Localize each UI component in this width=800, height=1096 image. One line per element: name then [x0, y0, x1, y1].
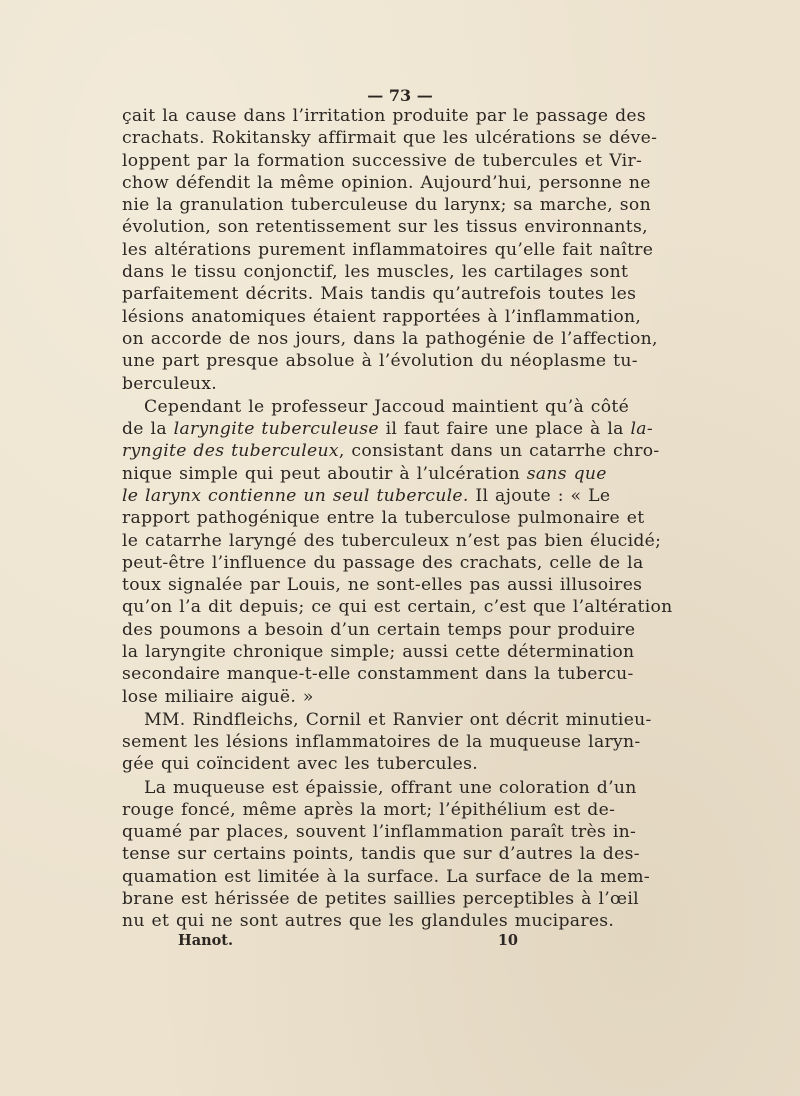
text-line: chow défendit la même opinion. Aujourd’hui, personne ne: [122, 172, 651, 193]
text-line: évolution, son retentissement sur les tissus environnants,: [122, 217, 648, 238]
text-line: rouge foncé, même après la mort; l’épithélium est de-: [122, 799, 616, 820]
text-line: berculeux.: [122, 373, 217, 394]
signature-mark: 10: [497, 932, 518, 949]
text-line: une part presque absolue à l’évolution du néoplasme tu-: [122, 351, 638, 372]
text-line: nie la granulation tuberculeuse du larynx; sa marche, son: [122, 195, 651, 216]
text-line: brane est hérissée de petites saillies perceptibles à l’œil: [122, 889, 639, 910]
text-line: quamé par places, souvent l’inflammation paraît très in-: [122, 822, 637, 843]
text-line: parfaitement décrits. Mais tandis qu’autrefois toutes les: [122, 284, 637, 305]
text-line: rapport pathogénique entre la tuberculose pulmonaire et: [122, 508, 645, 529]
text-line: secondaire manque-t-elle constamment dans la tubercu-: [122, 664, 634, 685]
text-line: La muqueuse est épaissie, offrant une coloration d’un: [144, 777, 637, 798]
text-line: quamation est limitée à la surface. La surface de la mem-: [122, 866, 650, 887]
text-line: gée qui coïncident avec les tubercules.: [122, 754, 479, 775]
text-line: le catarrhe laryngé des tuberculeux n’est pas bien élucidé;: [122, 530, 662, 551]
text-line: de la laryngite tuberculeuse il faut faire une place à la la-: [122, 419, 653, 440]
text-line: on accorde de nos jours, dans la pathogénie de l’affection,: [122, 328, 658, 349]
text-line: peut-être l’influence du passage des crachats, celle de la: [122, 552, 644, 573]
text-line: la laryngite chronique simple; aussi cette détermination: [122, 642, 635, 663]
text-line: loppent par la formation successive de tubercules et Vir-: [122, 150, 643, 171]
text-line: lésions anatomiques étaient rapportées à l’inflammation,: [122, 306, 642, 327]
page-number: — 73 —: [367, 86, 433, 105]
author-name: Hanot.: [178, 932, 234, 949]
text-line: nu et qui ne sont autres que les glandules mucipares.: [122, 911, 615, 932]
text-line: le larynx contienne un seul tubercule. Il ajoute : « Le: [122, 485, 611, 506]
text-line: Cependant le professeur Jaccoud maintient qu’à côté: [144, 396, 630, 417]
text-line: qu’on l’a dit depuis; ce qui est certain, c’est que l’altération: [122, 597, 673, 618]
text-line: des poumons a besoin d’un certain temps pour produire: [122, 619, 636, 640]
text-line: çait la cause dans l’irritation produite par le passage des: [122, 106, 646, 126]
text-line: sement les lésions inflammatoires de la muqueuse laryn-: [122, 732, 641, 753]
text-line: tense sur certains points, tandis que sur d’autres la des-: [122, 844, 640, 865]
text-line: crachats. Rokitansky affirmait que les ulcérations se déve-: [122, 128, 658, 149]
text-line: dans le tissu conjonctif, les muscles, les cartilages sont: [122, 262, 629, 283]
body-text: [122, 105, 673, 933]
text-line: lose miliaire aiguë. »: [122, 686, 314, 707]
text-line: ryngite des tuberculeux, consistant dans un catarrhe chro-: [122, 441, 660, 462]
text-line: nique simple qui peut aboutir à l’ulcération sans que: [122, 463, 607, 484]
text-line: toux signalée par Louis, ne sont-elles pas aussi illusoires: [122, 575, 643, 596]
text-line: MM. Rindfleichs, Cornil et Ranvier ont décrit minutieu-: [144, 709, 652, 730]
text-line: les altérations purement inflammatoires qu’elle fait naître: [122, 239, 654, 260]
page-footer: [178, 932, 518, 949]
